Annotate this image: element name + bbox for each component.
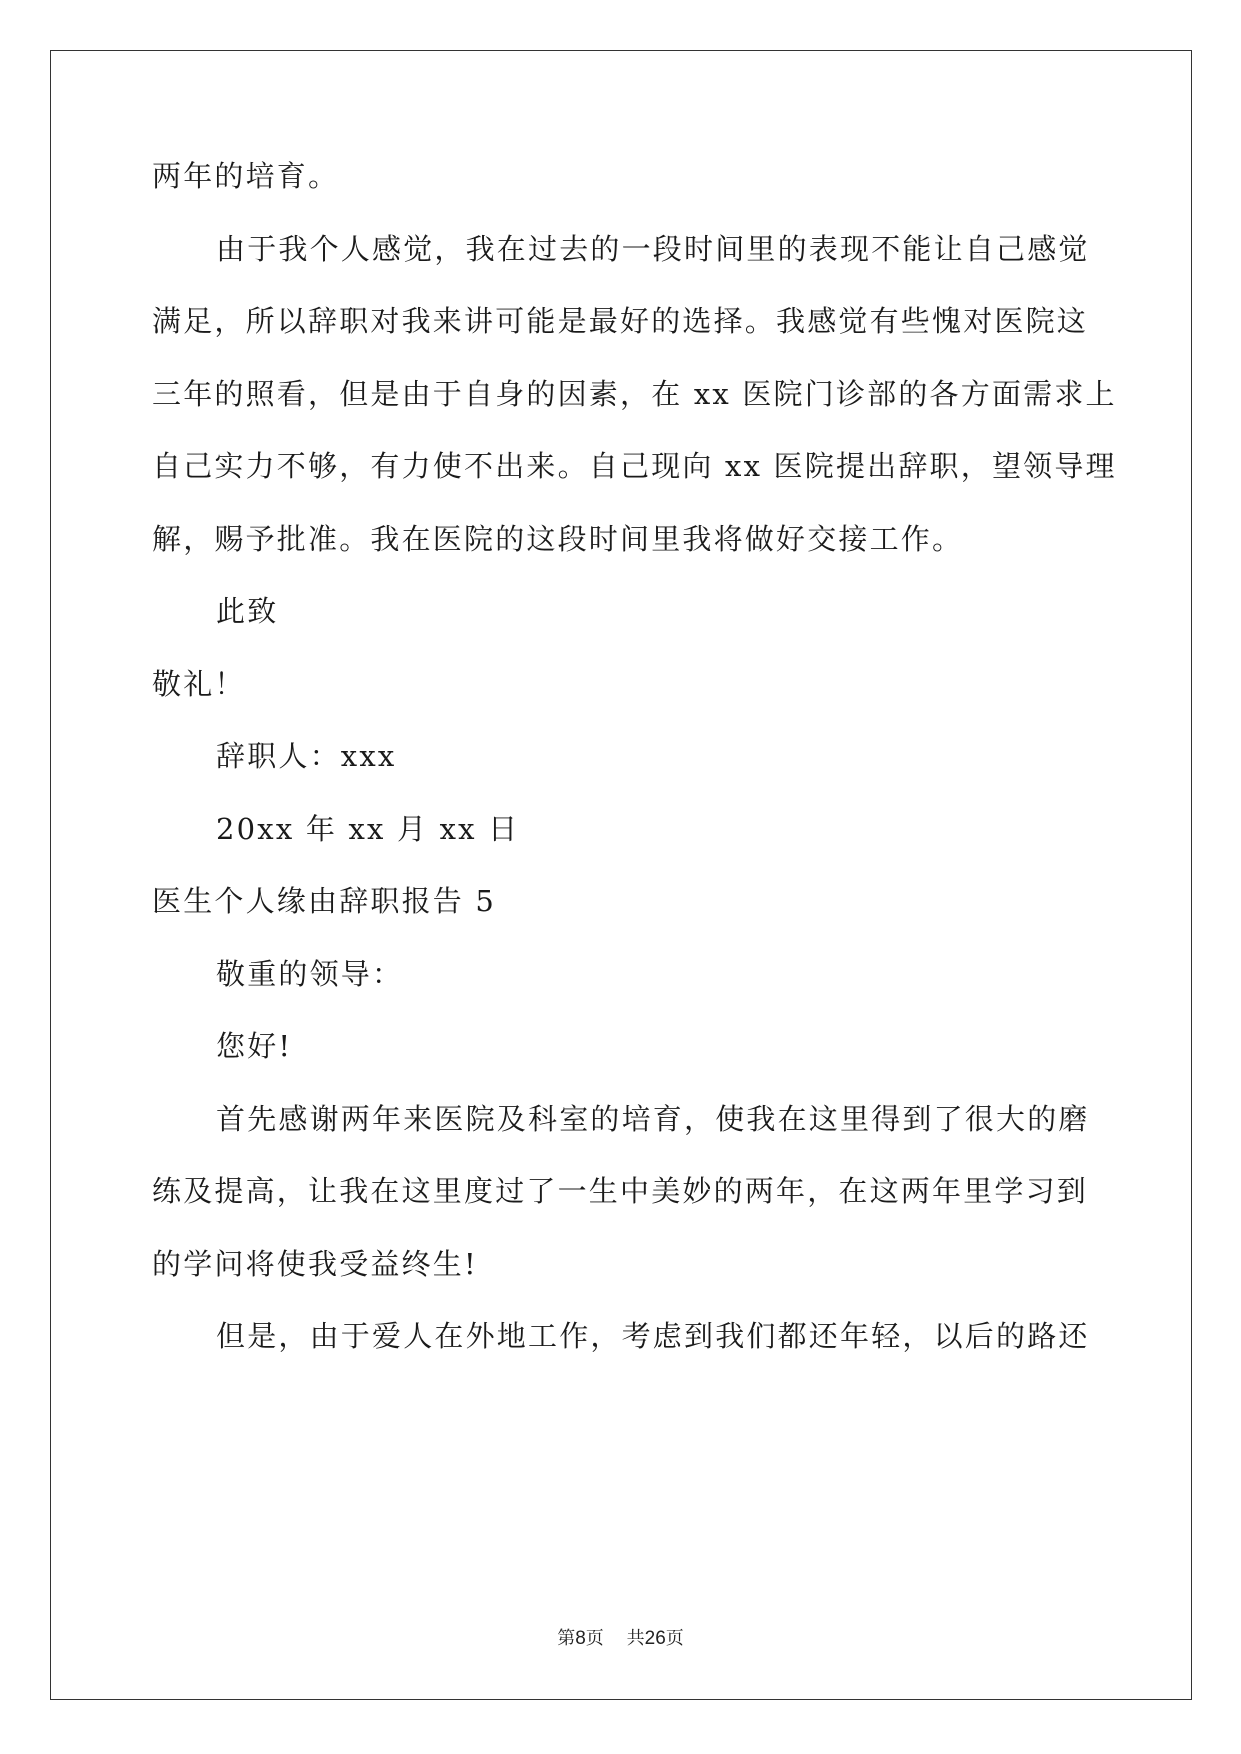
paragraph-line: 自己实力不够，有力使不出来。自己现向 xx 医院提出辞职，望领导理: [152, 449, 1117, 483]
page-border: [50, 50, 1192, 1700]
paragraph-line: 但是，由于爱人在外地工作，考虑到我们都还年轻，以后的路还: [216, 1319, 1090, 1353]
greeting-line: 敬重的领导：: [216, 957, 404, 991]
closing-regards: 敬礼！: [152, 667, 246, 701]
footer-page-number: 8: [575, 1628, 586, 1649]
date-line: 20xx 年 xx 月 xx 日: [216, 812, 520, 846]
signature-line: 辞职人：xxx: [216, 739, 397, 773]
footer-total-pages: 26: [644, 1628, 666, 1649]
greeting-line: 您好!: [216, 1029, 293, 1063]
paragraph-line: 两年的培育。: [152, 159, 340, 193]
paragraph-line: 三年的照看，但是由于自身的因素，在 xx 医院门诊部的各方面需求上: [152, 377, 1117, 411]
paragraph-line: 练及提高，让我在这里度过了一生中美妙的两年，在这两年里学习到: [152, 1174, 1089, 1208]
paragraph-line: 的学问将使我受益终生!: [152, 1247, 478, 1281]
paragraph-line: 首先感谢两年来医院及科室的培育，使我在这里得到了很大的磨: [216, 1102, 1090, 1136]
footer-page-prefix: 第: [557, 1628, 576, 1649]
page-footer: [0, 1624, 1241, 1650]
footer-total-prefix: 共: [626, 1628, 645, 1649]
footer-page-suffix: 页: [585, 1628, 604, 1649]
paragraph-line: 满足，所以辞职对我来讲可能是最好的选择。我感觉有些愧对医院这: [152, 304, 1089, 338]
paragraph-line: 由于我个人感觉，我在过去的一段时间里的表现不能让自己感觉: [216, 232, 1090, 266]
footer-total-suffix: 页: [665, 1628, 684, 1649]
section-heading: 医生个人缘由辞职报告 5: [152, 884, 497, 918]
paragraph-line: 解，赐予批准。我在医院的这段时间里我将做好交接工作。: [152, 522, 964, 556]
closing-salutation: 此致: [216, 594, 279, 628]
